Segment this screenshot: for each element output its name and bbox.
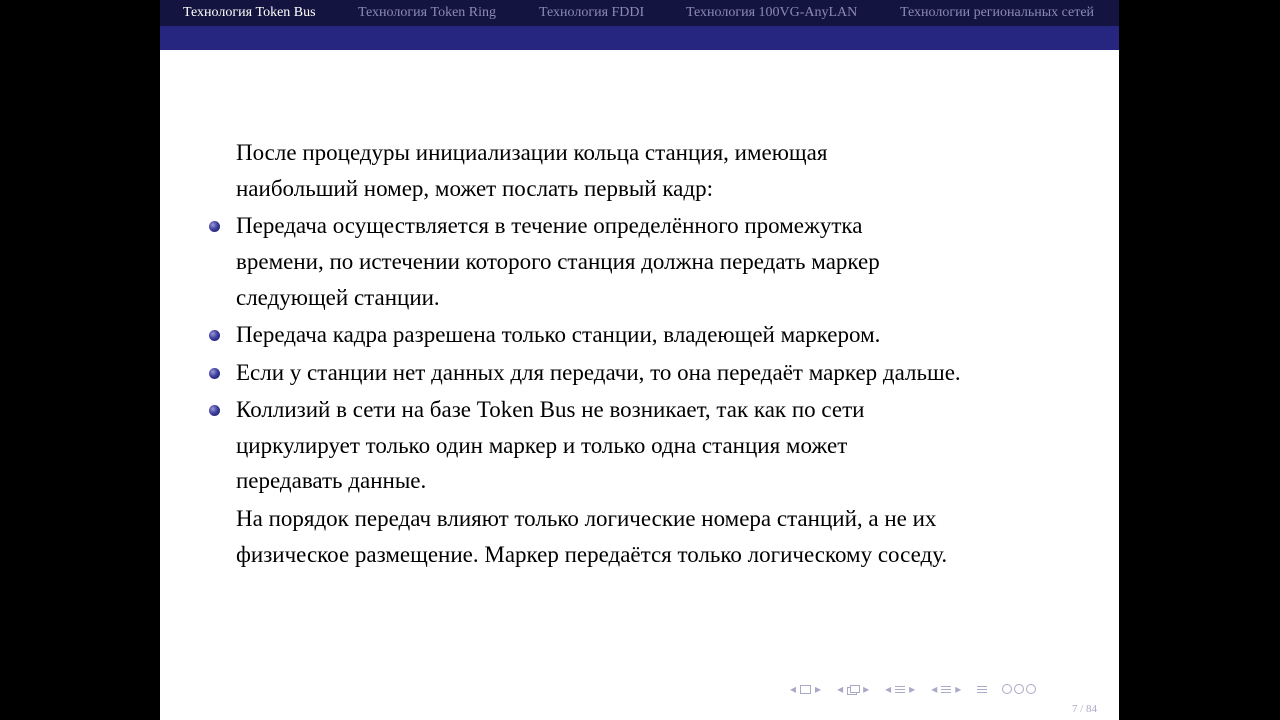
nav-tab-token-ring[interactable]: Технология Token Ring <box>358 5 497 20</box>
next-document-arrow-icon[interactable]: ▸ <box>955 681 962 696</box>
next-section-arrow-icon[interactable]: ▸ <box>909 681 916 696</box>
outro-line: На порядок передач влияют только логические номера станций, а не их <box>236 506 937 531</box>
search-back-icon[interactable] <box>1002 684 1012 694</box>
bullet-line: Передача кадра разрешена только станции, владеющей маркером. <box>236 322 881 347</box>
prev-section-arrow-icon[interactable]: ◂ <box>885 681 892 696</box>
search-forward-icon[interactable] <box>1026 684 1036 694</box>
intro-line: После процедуры инициализации кольца станция, имеющая <box>236 140 828 165</box>
bullet-line: времени, по истечении которого станция должна передать маркер <box>236 249 880 274</box>
bullet-line: Передача осуществляется в течение определённого промежутка <box>236 213 863 238</box>
bullet-line: Если у станции нет данных для передачи, то она передаёт маркер дальше. <box>236 360 961 385</box>
nav-tab-100vg-anylan[interactable]: Технология 100VG-AnyLAN <box>686 5 858 20</box>
prev-subsection-arrow-icon[interactable]: ◂ <box>837 681 844 696</box>
bullet-line: передавать данные. <box>236 468 427 493</box>
bullet-icon <box>209 368 220 379</box>
align-icon[interactable] <box>977 685 987 694</box>
slide <box>160 0 1119 720</box>
bullet-icon <box>209 221 220 232</box>
bullet-line: Коллизий в сети на базе Token Bus не возникает, так как по сети <box>236 397 865 422</box>
document-icon[interactable] <box>941 685 951 694</box>
prev-frame-arrow-icon[interactable]: ◂ <box>790 681 797 696</box>
bullet-line: следующей станции. <box>236 285 440 310</box>
bullet-icon <box>209 330 220 341</box>
beamer-navigation-controls <box>788 682 1037 696</box>
page-number: 7 / 84 <box>1072 703 1098 715</box>
next-subsection-arrow-icon[interactable]: ▸ <box>863 681 870 696</box>
next-frame-arrow-icon[interactable]: ▸ <box>815 681 822 696</box>
outro-line: физическое размещение. Маркер передаётся только логическому соседу. <box>236 542 948 567</box>
prev-document-arrow-icon[interactable]: ◂ <box>931 681 938 696</box>
intro-line: наибольший номер, может послать первый кадр: <box>236 176 713 201</box>
bullet-icon <box>209 405 220 416</box>
nav-tab-fddi[interactable]: Технология FDDI <box>539 5 645 20</box>
bullet-line: циркулирует только один маркер и только одна станция может <box>236 433 848 458</box>
nav-tab-token-bus[interactable]: Технология Token Bus <box>183 5 316 20</box>
frame-icon[interactable] <box>800 685 811 694</box>
section-icon[interactable] <box>895 685 905 694</box>
search-icon[interactable] <box>1014 684 1024 694</box>
nav-tab-regional-networks[interactable]: Технологии региональных сетей <box>900 5 1095 20</box>
subsection-icon[interactable] <box>847 685 859 694</box>
slide-body <box>160 0 1119 720</box>
